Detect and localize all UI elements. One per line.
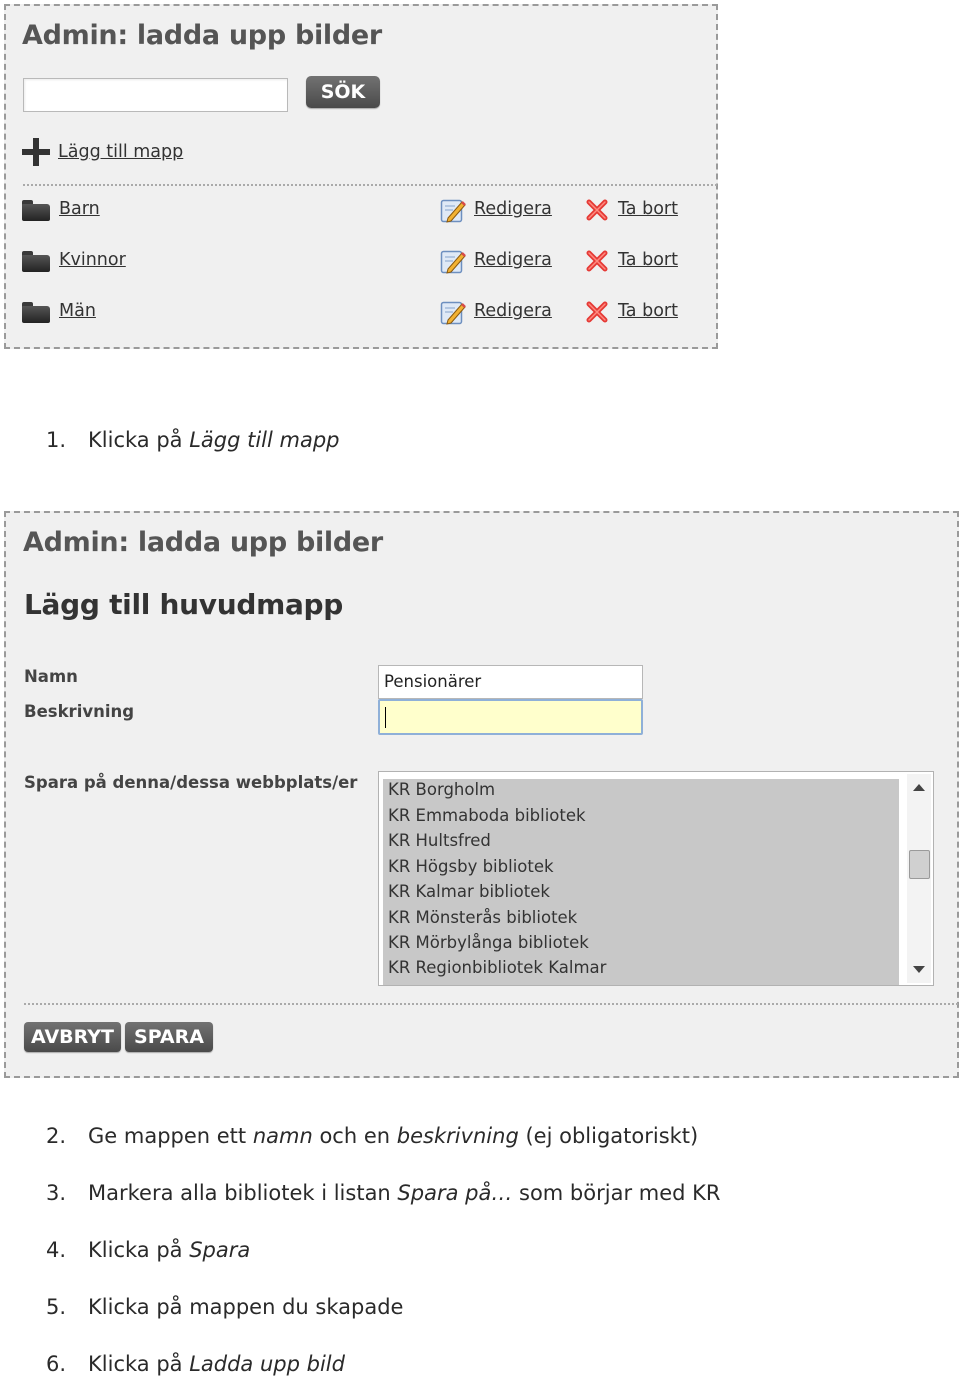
scroll-up-arrow-icon[interactable] (913, 784, 925, 791)
sites-listbox[interactable] (378, 771, 934, 986)
folder-admin-panel (4, 4, 718, 349)
name-label: Namn (24, 667, 78, 686)
step-text: Klicka på Spara (88, 1238, 251, 1262)
folder-row-barn (6, 196, 716, 226)
page-title: Admin: ladda upp bilder (22, 20, 382, 51)
edit-link[interactable]: Redigera (474, 301, 552, 321)
divider (24, 1003, 958, 1005)
site-option[interactable]: KR Regionbibliotek Kalmar (388, 958, 607, 977)
add-folder-panel (4, 511, 959, 1078)
description-field[interactable] (378, 699, 643, 735)
sites-label: Spara på denna/dessa webbplats/er (24, 773, 358, 792)
cancel-button[interactable]: AVBRYT (24, 1022, 121, 1052)
description-label: Beskrivning (24, 702, 135, 721)
delete-link[interactable]: Ta bort (618, 199, 678, 219)
site-option[interactable]: KR Hultsfred (388, 831, 491, 850)
page-title: Admin: ladda upp bilder (23, 527, 383, 558)
step-text: Klicka på Lägg till mapp (88, 428, 340, 452)
step-number: 5. (46, 1295, 67, 1319)
scroll-down-arrow-icon[interactable] (913, 966, 925, 973)
add-folder-link[interactable] (22, 136, 183, 168)
text-caret (385, 707, 386, 728)
step-text: Markera alla bibliotek i listan Spara på… som börjar med KR (88, 1181, 721, 1205)
folder-icon (22, 200, 50, 222)
folder-row-kvinnor (6, 247, 716, 277)
scrollbar-thumb[interactable] (909, 850, 930, 879)
folder-icon (22, 302, 50, 324)
selected-options-highlight (383, 779, 899, 985)
site-option[interactable]: KR Borgholm (388, 780, 496, 799)
search-input[interactable] (23, 78, 288, 112)
edit-link[interactable]: Redigera (474, 199, 552, 219)
divider (23, 184, 717, 186)
folder-row-man (6, 298, 716, 328)
folder-link[interactable]: Barn (59, 199, 100, 219)
search-button[interactable]: SÖK (306, 76, 380, 108)
step-text: Klicka på mappen du skapade (88, 1295, 404, 1319)
step-text: Ge mappen ett namn och en beskrivning (ej obligatoriskt) (88, 1124, 699, 1148)
form-heading: Lägg till huvudmapp (24, 588, 344, 621)
delete-icon[interactable] (585, 198, 609, 222)
step-number: 6. (46, 1352, 67, 1376)
site-option[interactable]: KR Högsby bibliotek (388, 857, 554, 876)
edit-icon[interactable] (440, 197, 466, 223)
folder-icon (22, 251, 50, 273)
step-number: 3. (46, 1181, 67, 1205)
step-text: Klicka på Ladda upp bild (88, 1352, 345, 1376)
step-number: 4. (46, 1238, 67, 1262)
edit-icon[interactable] (440, 248, 466, 274)
step-number: 1. (46, 428, 67, 452)
folder-link[interactable]: Män (59, 301, 96, 321)
step-number: 2. (46, 1124, 67, 1148)
edit-link[interactable]: Redigera (474, 250, 552, 270)
site-option[interactable]: KR Kalmar bibliotek (388, 882, 550, 901)
plus-icon (22, 138, 50, 166)
delete-icon[interactable] (585, 249, 609, 273)
delete-icon[interactable] (585, 300, 609, 324)
name-field[interactable]: Pensionärer (378, 665, 643, 699)
site-option[interactable]: KR Emmaboda bibliotek (388, 806, 586, 825)
listbox-scrollbar[interactable] (907, 774, 931, 983)
site-option[interactable]: KR Mörbylånga bibliotek (388, 933, 589, 952)
edit-icon[interactable] (440, 299, 466, 325)
delete-link[interactable]: Ta bort (618, 250, 678, 270)
folder-link[interactable]: Kvinnor (59, 250, 126, 270)
save-button[interactable]: SPARA (125, 1022, 213, 1052)
site-option[interactable]: KR Mönsterås bibliotek (388, 908, 578, 927)
add-folder-label[interactable]: Lägg till mapp (58, 142, 184, 162)
delete-link[interactable]: Ta bort (618, 301, 678, 321)
